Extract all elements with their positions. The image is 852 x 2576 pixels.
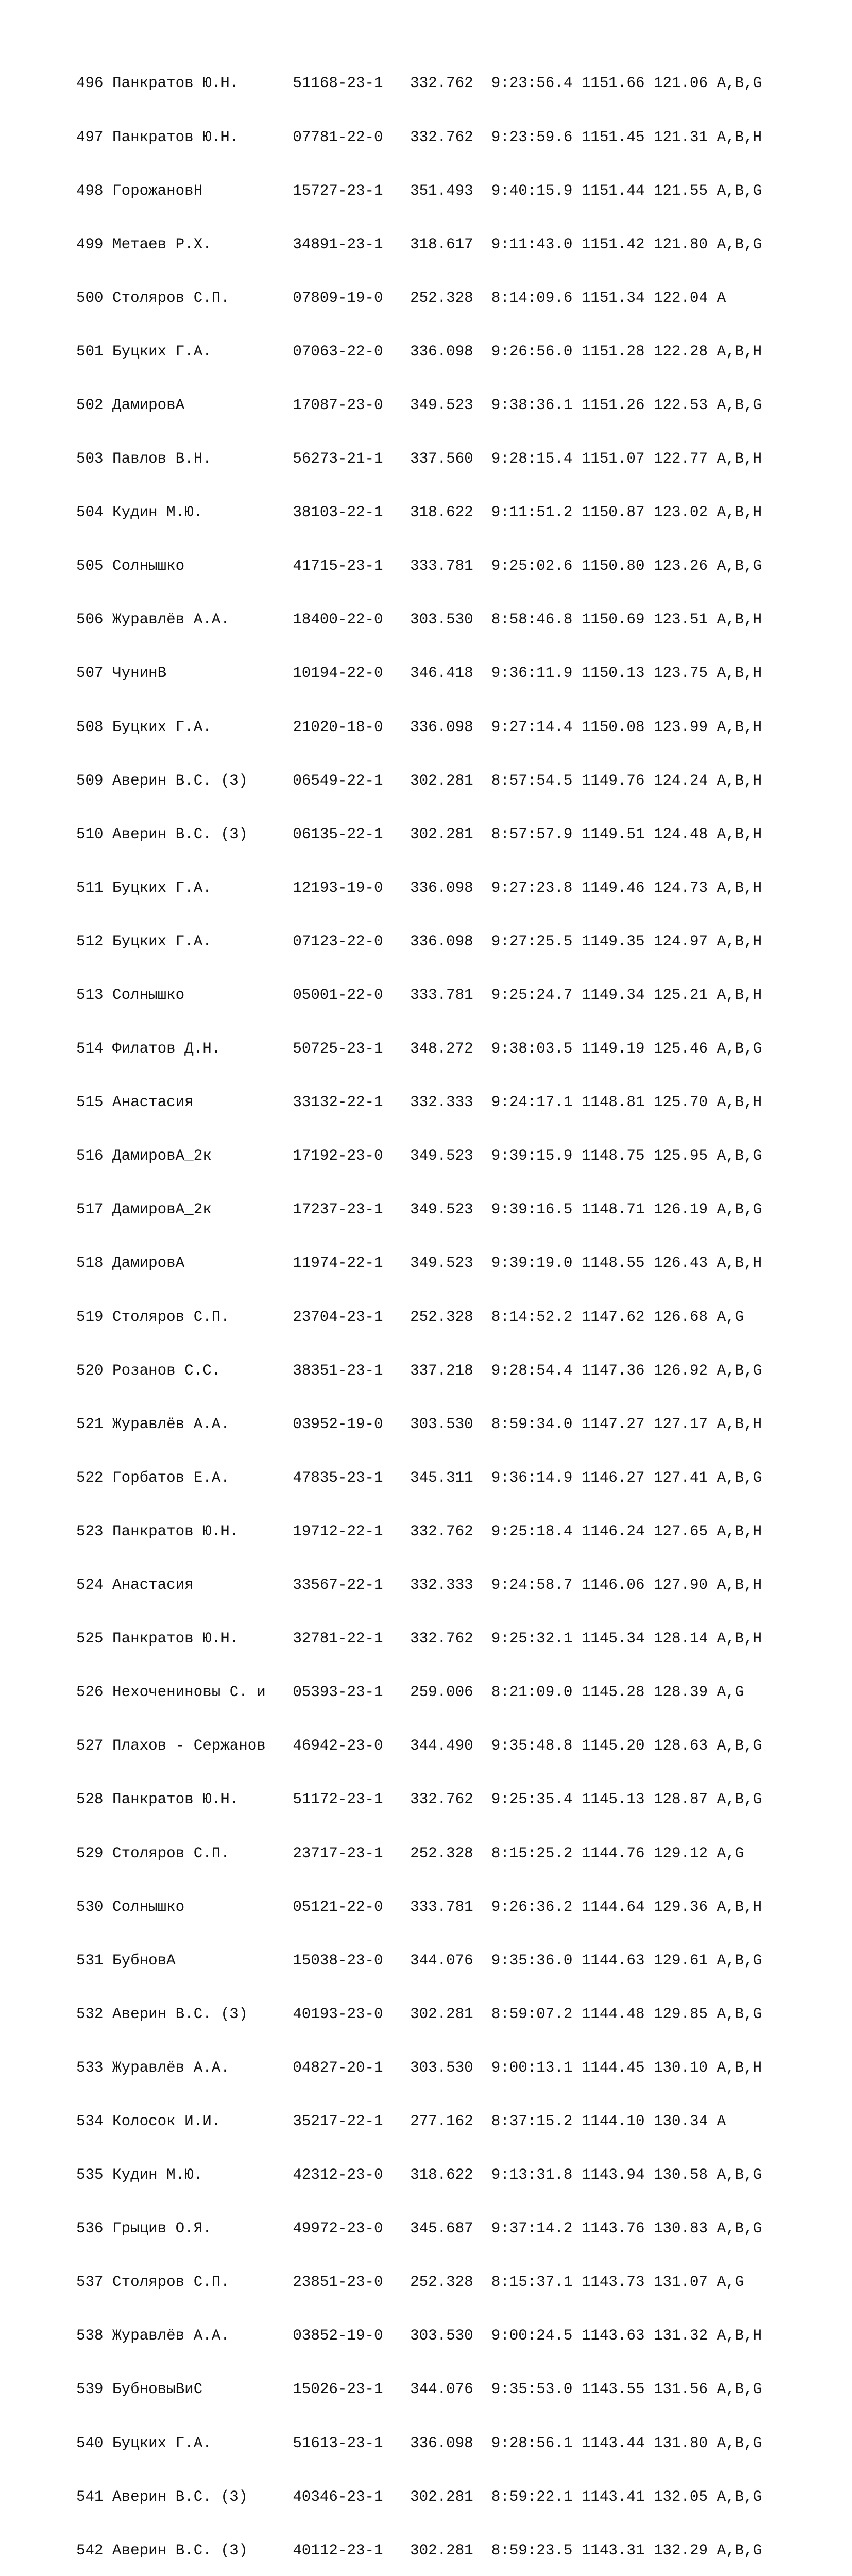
table-row: 519 Столяров С.П. 23704-23-1 252.328 8:14:52.2 1147.62 126.68 A,G	[76, 1308, 744, 1326]
table-row: 498 ГорожановН 15727-23-1 351.493 9:40:15.9 1151.44 121.55 A,B,G	[76, 182, 762, 199]
table-row: 537 Столяров С.П. 23851-23-0 252.328 8:15:37.1 1143.73 131.07 A,G	[76, 2274, 744, 2291]
table-row: 506 Журавлёв А.А. 18400-22-0 303.530 8:58:46.8 1150.69 123.51 A,B,H	[76, 611, 762, 629]
table-row: 541 Аверин В.С. (З) 40346-23-1 302.281 8:59:22.1 1143.41 132.05 A,B,G	[76, 2488, 762, 2505]
table-row: 520 Розанов С.С. 38351-23-1 337.218 9:28:54.4 1147.36 126.92 A,B,G	[76, 1362, 762, 1379]
results-table	[76, 39, 762, 2576]
table-row: 513 Солнышко 05001-22-0 333.781 9:25:24.7 1149.34 125.21 A,B,H	[76, 987, 762, 1004]
table-row: 532 Аверин В.С. (З) 40193-23-0 302.281 8:59:07.2 1144.48 129.85 A,B,G	[76, 2005, 762, 2023]
table-row: 524 Анастасия 33567-22-1 332.333 9:24:58.7 1146.06 127.90 A,B,H	[76, 1577, 762, 1594]
table-row: 501 Буцких Г.А. 07063-22-0 336.098 9:26:56.0 1151.28 122.28 A,B,H	[76, 343, 762, 360]
table-row: 512 Буцких Г.А. 07123-22-0 336.098 9:27:25.5 1149.35 124.97 A,B,H	[76, 933, 762, 950]
table-row: 502 ДамировА 17087-23-0 349.523 9:38:36.1 1151.26 122.53 A,B,G	[76, 396, 762, 414]
table-row: 536 Грыцив О.Я. 49972-23-0 345.687 9:37:14.2 1143.76 130.83 A,B,G	[76, 2220, 762, 2238]
table-row: 508 Буцких Г.А. 21020-18-0 336.098 9:27:14.4 1150.08 123.99 A,B,H	[76, 718, 762, 736]
table-row: 533 Журавлёв А.А. 04827-20-1 303.530 9:00:13.1 1144.45 130.10 A,B,H	[76, 2059, 762, 2076]
table-row: 514 Филатов Д.Н. 50725-23-1 348.272 9:38:03.5 1149.19 125.46 A,B,G	[76, 1040, 762, 1058]
table-row: 515 Анастасия 33132-22-1 332.333 9:24:17.1 1148.81 125.70 A,B,H	[76, 1094, 762, 1111]
table-row: 531 БубновА 15038-23-0 344.076 9:35:36.0 1144.63 129.61 A,B,G	[76, 1952, 762, 1969]
table-row: 540 Буцких Г.А. 51613-23-1 336.098 9:28:56.1 1143.44 131.80 A,B,G	[76, 2434, 762, 2452]
table-row: 518 ДамировА 11974-22-1 349.523 9:39:19.0 1148.55 126.43 A,B,H	[76, 1255, 762, 1272]
table-row: 542 Аверин В.С. (З) 40112-23-1 302.281 8:59:23.5 1143.31 132.29 A,B,G	[76, 2541, 762, 2559]
table-row: 534 Колосок И.И. 35217-22-1 277.162 8:37:15.2 1144.10 130.34 A	[76, 2112, 726, 2130]
table-row: 516 ДамировА_2к 17192-23-0 349.523 9:39:15.9 1148.75 125.95 A,B,G	[76, 1147, 762, 1165]
table-row: 539 БубновыВиС 15026-23-1 344.076 9:35:53.0 1143.55 131.56 A,B,G	[76, 2381, 762, 2398]
table-row: 529 Столяров С.П. 23717-23-1 252.328 8:15:25.2 1144.76 129.12 A,G	[76, 1844, 744, 1862]
table-row: 497 Панкратов Ю.Н. 07781-22-0 332.762 9:23:59.6 1151.45 121.31 A,B,H	[76, 128, 762, 146]
table-row: 500 Столяров С.П. 07809-19-0 252.328 8:14:09.6 1151.34 122.04 A	[76, 289, 726, 307]
table-row: 526 Нехочениновы С. и 05393-23-1 259.006 8:21:09.0 1145.28 128.39 A,G	[76, 1684, 744, 1701]
table-row: 527 Плахов - Сержанов 46942-23-0 344.490 9:35:48.8 1145.20 128.63 A,B,G	[76, 1737, 762, 1755]
table-row: 521 Журавлёв А.А. 03952-19-0 303.530 8:59:34.0 1147.27 127.17 A,B,H	[76, 1415, 762, 1433]
table-row: 504 Кудин М.Ю. 38103-22-1 318.622 9:11:51.2 1150.87 123.02 A,B,H	[76, 504, 762, 521]
table-row: 496 Панкратов Ю.Н. 51168-23-1 332.762 9:23:56.4 1151.66 121.06 A,B,G	[76, 75, 762, 92]
table-row: 511 Буцких Г.А. 12193-19-0 336.098 9:27:23.8 1149.46 124.73 A,B,H	[76, 879, 762, 896]
table-row: 517 ДамировА_2к 17237-23-1 349.523 9:39:16.5 1148.71 126.19 A,B,G	[76, 1201, 762, 1218]
table-row: 523 Панкратов Ю.Н. 19712-22-1 332.762 9:25:18.4 1146.24 127.65 A,B,H	[76, 1522, 762, 1540]
table-row: 525 Панкратов Ю.Н. 32781-22-1 332.762 9:25:32.1 1145.34 128.14 A,B,H	[76, 1630, 762, 1648]
table-row: 530 Солнышко 05121-22-0 333.781 9:26:36.2 1144.64 129.36 A,B,H	[76, 1898, 762, 1916]
table-row: 510 Аверин В.С. (З) 06135-22-1 302.281 8:57:57.9 1149.51 124.48 A,B,H	[76, 825, 762, 843]
table-row: 499 Метаев Р.Х. 34891-23-1 318.617 9:11:43.0 1151.42 121.80 A,B,G	[76, 235, 762, 253]
table-row: 505 Солнышко 41715-23-1 333.781 9:25:02.6 1150.80 123.26 A,B,G	[76, 557, 762, 575]
table-row: 503 Павлов В.Н. 56273-21-1 337.560 9:28:15.4 1151.07 122.77 A,B,H	[76, 450, 762, 468]
table-row: 535 Кудин М.Ю. 42312-23-0 318.622 9:13:31.8 1143.94 130.58 A,B,G	[76, 2166, 762, 2184]
table-row: 528 Панкратов Ю.Н. 51172-23-1 332.762 9:25:35.4 1145.13 128.87 A,B,G	[76, 1791, 762, 1808]
table-row: 507 ЧунинВ 10194-22-0 346.418 9:36:11.9 1150.13 123.75 A,B,H	[76, 665, 762, 682]
table-row: 509 Аверин В.С. (З) 06549-22-1 302.281 8:57:54.5 1149.76 124.24 A,B,H	[76, 772, 762, 789]
table-row: 522 Горбатов Е.А. 47835-23-1 345.311 9:36:14.9 1146.27 127.41 A,B,G	[76, 1469, 762, 1486]
table-row: 538 Журавлёв А.А. 03852-19-0 303.530 9:00:24.5 1143.63 131.32 A,B,H	[76, 2327, 762, 2345]
